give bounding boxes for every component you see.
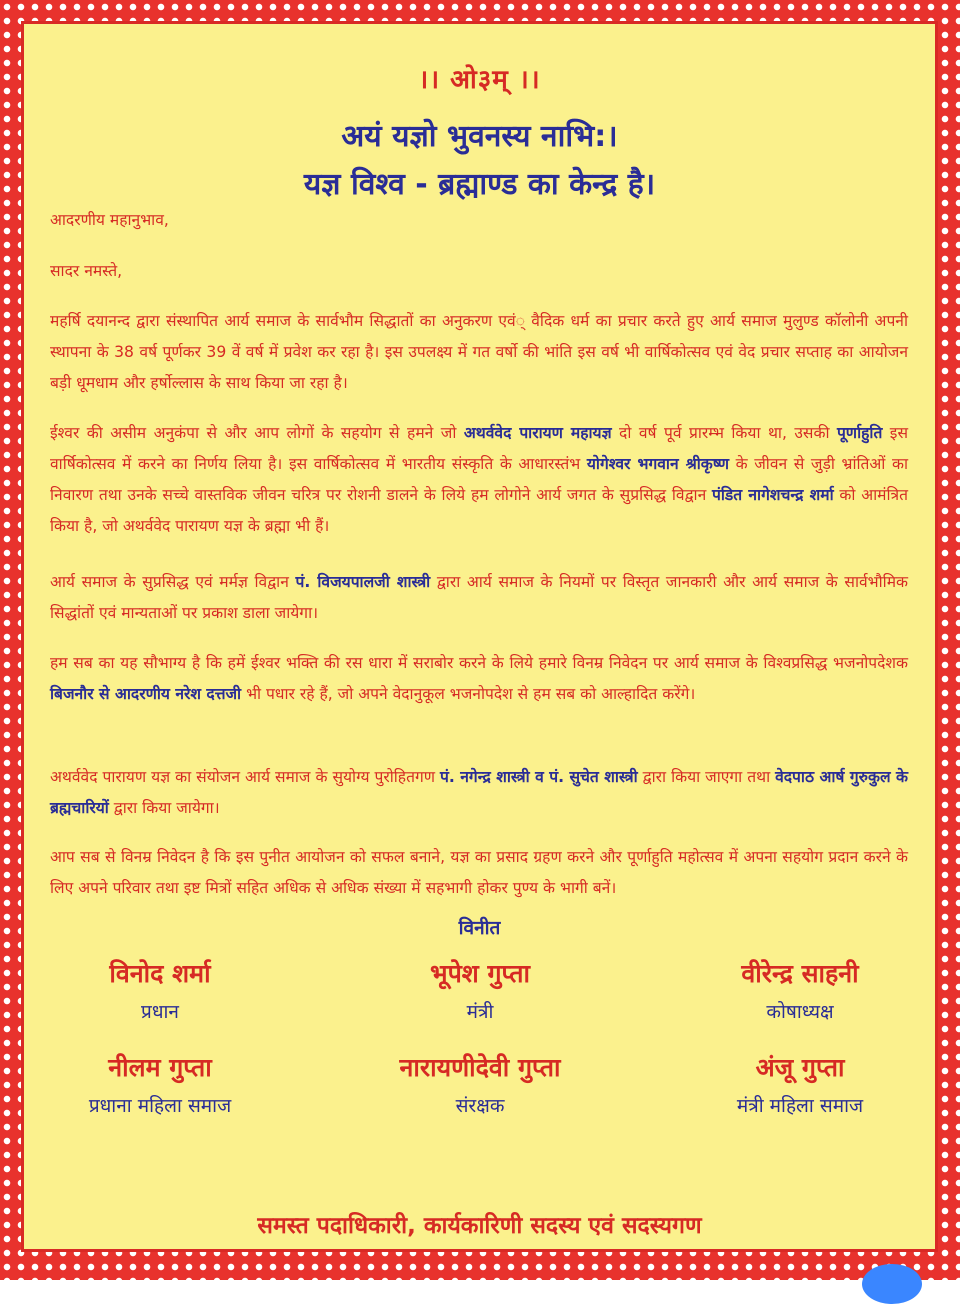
signatory-role: प्रधाना महिला समाज	[88, 1095, 232, 1117]
signatory-role: मंत्री महिला समाज	[736, 1095, 864, 1117]
signatory-name: भूपेश गुप्ता	[430, 959, 530, 988]
paragraph-4	[50, 648, 908, 710]
signatory-name: वीरेन्द्र साहनी	[741, 959, 859, 988]
signatory	[670, 1050, 930, 1118]
text-segment: के जीवन से जुड़ी भ्रांतिओं का निवारण तथा उनके सच्चे वास्तविक जीवन चरित्र पर रोशनी डालने के लिये हम लोगोने आर्य जगत के सुप्रसिद्ध विद्वान	[50, 455, 908, 504]
shloka-line-1: अयं यज्ञो भुवनस्य नाभि:।	[341, 119, 618, 154]
footer-members: समस्त पदाधिकारी, कार्यकारिणी सदस्य एवं सदस्यगण	[257, 1213, 702, 1239]
highlight-text: पंडित नागेशचन्द्र शर्मा	[712, 486, 834, 504]
text-segment: द्वारा आर्य समाज के नियमों पर विस्तृत जानकारी और आर्य समाज के सार्वभौमिक सिद्धांतों एवं मान्यताओं पर प्रकाश डाला जायेगा।	[50, 573, 908, 622]
shloka-line-2: यज्ञ विश्व - ब्रह्माण्ड का केन्द्र है।	[303, 167, 656, 202]
highlight-text: अथर्ववेद पारायण महायज्ञ	[463, 424, 612, 442]
greeting: सादर नमस्ते,	[50, 262, 123, 280]
paragraph-1: महर्षि दयानन्द द्वारा संस्थापित आर्य समाज के सार्वभौम सिद्धातों का अनुकरण एवं् वैदिक धर्म का प्रचार करते हुए आर्य समाज मुलुण्ड कॉलोनी अपनी स्थापना के 38 वर्ष पूर्णकर 39 वें वर्ष में प्रवेश कर रहा है। इस उपलक्ष्य में गत वर्षो की भांति इस वर्ष भी वार्षिकोत्सव एवं वेद प्रचार सप्ताह का आयोजन बड़ी धूमधाम और हर्षोल्लास के साथ किया जा रहा है।	[50, 312, 908, 392]
highlight-text: पं. नगेन्द्र शास्त्री व पं. सुचेत शास्त्री	[440, 768, 638, 786]
text-segment: इस वार्षिकोत्सव में करने का निर्णय लिया है। इस वार्षिकोत्सव में भारतीय संस्कृति के आधारस्तंभ	[50, 424, 909, 473]
signatory	[350, 956, 610, 1024]
text-segment: आर्य समाज के सुप्रसिद्ध एवं मर्मज्ञ विद्वान	[50, 573, 296, 591]
text-segment: द्वारा किया जाएगा तथा	[637, 768, 776, 786]
signatory-role: मंत्री	[466, 1001, 494, 1023]
paragraph-2	[50, 418, 908, 542]
signatory-name: अंजू गुप्ता	[755, 1053, 845, 1082]
signatory-role: प्रधान	[141, 1001, 179, 1023]
highlight-text: पं. विजयपालजी शास्त्री	[295, 573, 431, 591]
highlight-text: बिजनौर से आदरणीय नरेश दत्तजी	[50, 685, 242, 703]
text-segment: अथर्ववेद पारायण यज्ञ का संयोजन आर्य समाज के सुयोग्य पुरोहितगण	[50, 768, 441, 786]
highlight-text: वेदपाठ आर्ष गुरुकुल के ब्रह्मचारियों	[50, 768, 909, 817]
signatory	[30, 956, 290, 1024]
salutation: आदरणीय महानुभाव,	[50, 211, 169, 229]
signatory-role: संरक्षक	[455, 1095, 505, 1117]
vinit-label: विनीत	[458, 917, 501, 939]
signatory-name: नारायणीदेवी गुप्ता	[399, 1053, 561, 1082]
signatory-name: नीलम गुप्ता	[108, 1053, 212, 1082]
text-segment: द्वारा किया जायेगा।	[108, 799, 220, 817]
om-heading: ।। ओ३म् ।।	[418, 65, 541, 95]
text-segment: हम सब का यह सौभाग्य है कि हमें ईश्वर भक्ति की रस धारा में सराबोर करने के लिये हमारे विनम्र निवेदन पर आर्य समाज के विश्वप्रसिद्ध भजनोपदेशक	[50, 654, 908, 672]
invitation-card	[24, 24, 935, 1249]
text-segment: ईश्वर की असीम अनुकंपा से और आप लोगों के सहयोग से हमने जो	[50, 424, 464, 442]
text-segment: को आमंत्रित किया है, जो अथर्ववेद पारायण यज्ञ के ब्रह्मा भी हैं।	[50, 486, 908, 535]
signatory	[350, 1050, 610, 1118]
corner-decoration	[862, 1264, 922, 1304]
signatory	[30, 1050, 290, 1118]
text-segment: दो वर्ष पूर्व प्रारम्भ किया था, उसकी	[611, 424, 837, 442]
highlight-text: पूर्णाहुति	[836, 424, 883, 442]
paragraph-3	[50, 567, 908, 629]
signatory-name: विनोद शर्मा	[109, 959, 211, 988]
paragraph-6: आप सब से विनम्र निवेदन है कि इस पुनीत आयोजन को सफल बनाने, यज्ञ का प्रसाद ग्रहण करने और पूर्णाहुति महोत्सव में अपना सहयोग प्रदान करने के लिए अपने परिवार तथा इष्ट मित्रों सहित अधिक से अधिक संख्या में सहभागी होकर पुण्य के भागी बनें।	[50, 848, 908, 897]
paragraph-5	[50, 762, 908, 824]
highlight-text: योगेश्वर भगवान श्रीकृष्ण	[586, 455, 730, 473]
signatory	[670, 956, 930, 1024]
signatory-role: कोषाध्यक्ष	[766, 1001, 834, 1023]
text-segment: भी पधार रहे हैं, जो अपने वेदानुकूल भजनोपदेश से हम सब को आल्हादित करेंगे।	[241, 685, 696, 703]
